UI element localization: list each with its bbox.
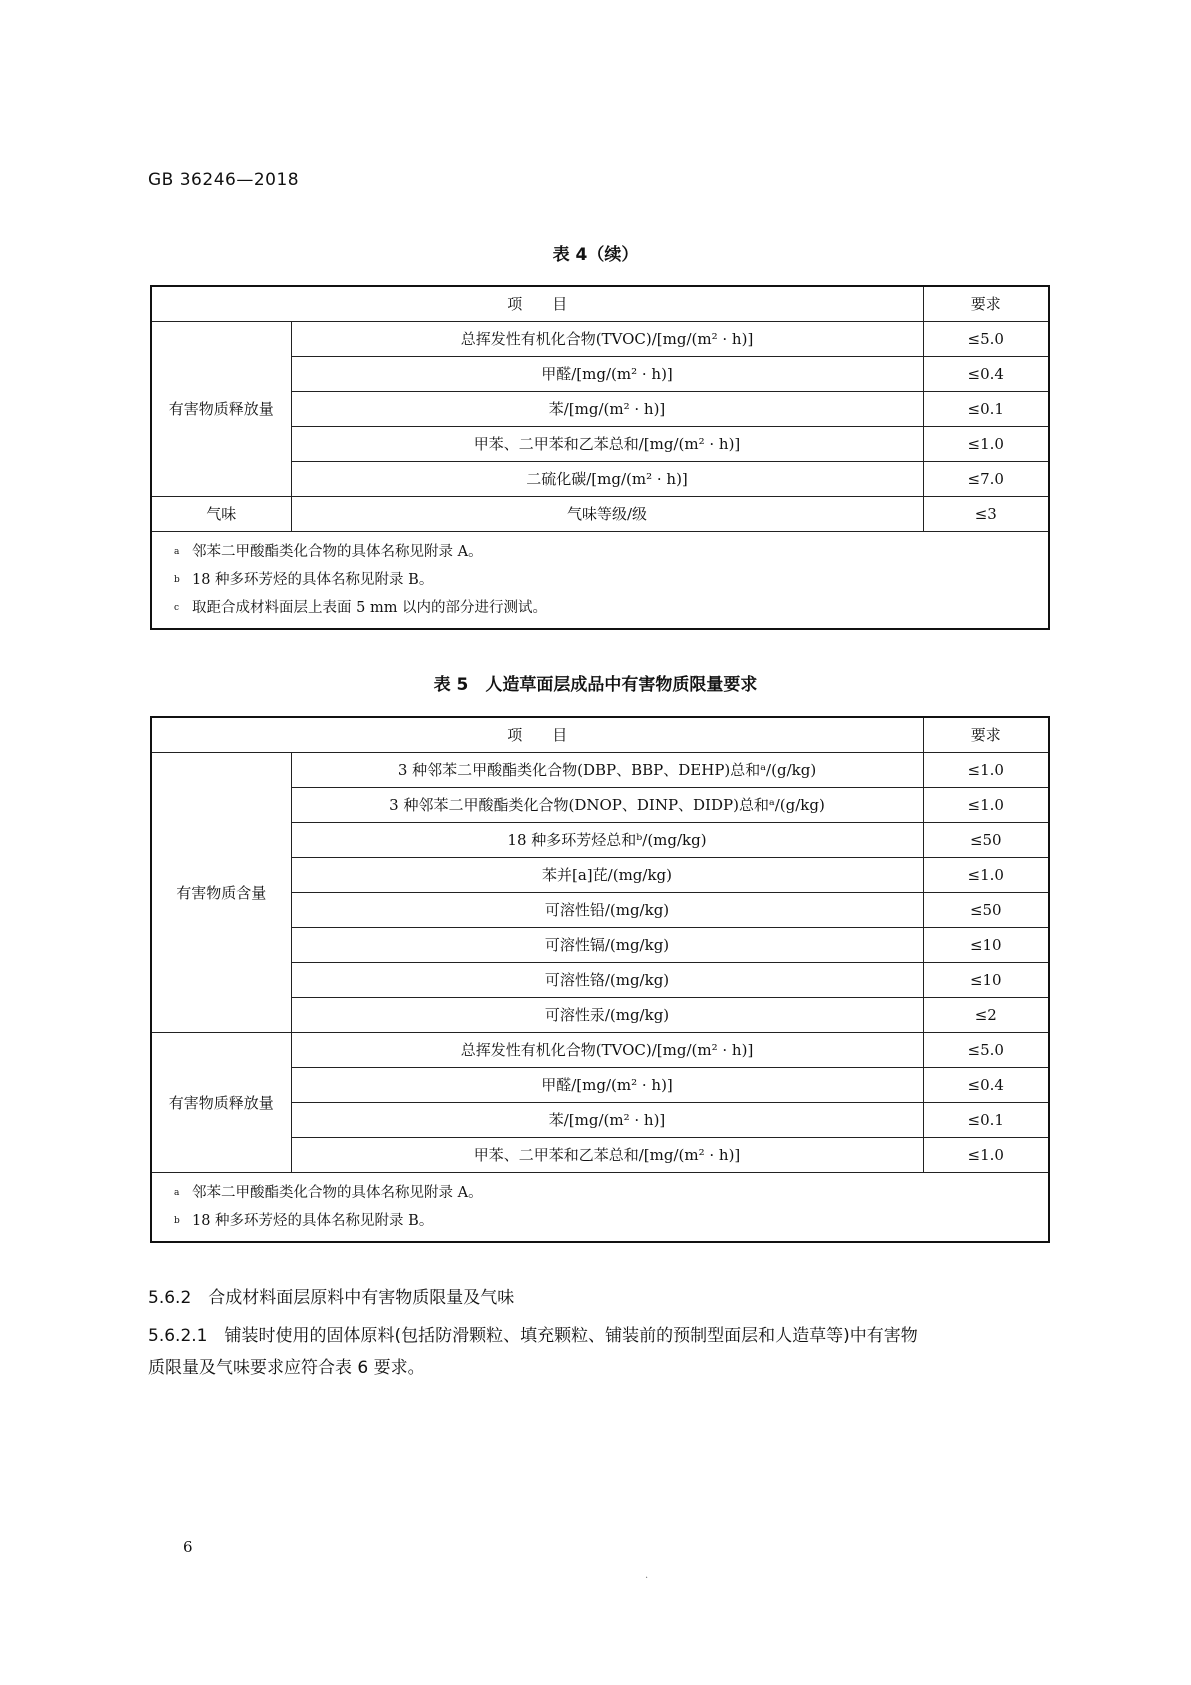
standard-id: GB 36246—2018	[148, 170, 300, 190]
requirement-cell: ≤5.0	[923, 321, 1049, 356]
requirement-cell: ≤10	[923, 927, 1049, 962]
requirement-cell: ≤7.0	[923, 461, 1049, 496]
header-requirement: 要求	[923, 717, 1049, 752]
item-cell: 甲苯、二甲苯和乙苯总和/[mg/(m² · h)]	[291, 426, 923, 461]
requirement-cell: ≤3	[923, 496, 1049, 531]
requirement-cell: ≤1.0	[923, 752, 1049, 787]
item-cell: 甲醛/[mg/(m² · h)]	[291, 1067, 923, 1102]
footnote	[174, 1179, 1048, 1207]
requirement-cell: ≤50	[923, 892, 1049, 927]
group-label: 有害物质含量	[151, 752, 291, 1032]
footnote-text: 邻苯二甲酸酯类化合物的具体名称见附录 A。	[192, 1184, 483, 1201]
requirement-cell: ≤2	[923, 997, 1049, 1032]
table-notes	[151, 531, 1049, 629]
requirement-cell: ≤0.1	[923, 391, 1049, 426]
footnote-mark: c	[174, 602, 180, 613]
requirement-cell: ≤1.0	[923, 857, 1049, 892]
header-item: 项 目	[151, 286, 923, 321]
group-label: 气味	[151, 496, 291, 531]
table-header-row	[151, 717, 1049, 752]
item-cell: 可溶性汞/(mg/kg)	[291, 997, 923, 1032]
footnote-text: 18 种多环芳烃的具体名称见附录 B。	[192, 1212, 434, 1229]
section-heading: 5.6.2 合成材料面层原料中有害物质限量及气味	[148, 1288, 515, 1308]
footer-dot: .	[645, 1570, 649, 1581]
table-row	[151, 752, 1049, 787]
table5-caption: 表 5 人造草面层成品中有害物质限量要求	[433, 675, 758, 695]
footnote	[174, 594, 1048, 622]
table4	[150, 285, 1050, 630]
requirement-cell: ≤0.4	[923, 1067, 1049, 1102]
footnote	[174, 1207, 1048, 1235]
requirement-cell: ≤50	[923, 822, 1049, 857]
item-cell: 3 种邻苯二甲酸酯类化合物(DBP、BBP、DEHP)总和ᵃ/(g/kg)	[291, 752, 923, 787]
item-cell: 3 种邻苯二甲酸酯类化合物(DNOP、DINP、DIDP)总和ᵃ/(g/kg)	[291, 787, 923, 822]
header-requirement: 要求	[923, 286, 1049, 321]
footnote	[174, 538, 1048, 566]
item-cell: 可溶性镉/(mg/kg)	[291, 927, 923, 962]
item-cell: 可溶性铅/(mg/kg)	[291, 892, 923, 927]
header-item: 项 目	[151, 717, 923, 752]
item-cell: 二硫化碳/[mg/(m² · h)]	[291, 461, 923, 496]
item-cell: 总挥发性有机化合物(TVOC)/[mg/(m² · h)]	[291, 1032, 923, 1067]
footnote-text: 18 种多环芳烃的具体名称见附录 B。	[192, 571, 434, 588]
item-cell: 苯并[a]芘/(mg/kg)	[291, 857, 923, 892]
paragraph-line: 质限量及气味要求应符合表 6 要求。	[148, 1358, 425, 1378]
footnote-mark: a	[174, 1187, 180, 1198]
footnote-text: 取距合成材料面层上表面 5 mm 以内的部分进行测试。	[192, 599, 548, 616]
requirement-cell: ≤0.4	[923, 356, 1049, 391]
table-row	[151, 1032, 1049, 1067]
item-cell: 甲苯、二甲苯和乙苯总和/[mg/(m² · h)]	[291, 1137, 923, 1172]
item-cell: 气味等级/级	[291, 496, 923, 531]
footnote-mark: b	[174, 574, 180, 585]
group-label: 有害物质释放量	[151, 321, 291, 496]
item-cell: 18 种多环芳烃总和ᵇ/(mg/kg)	[291, 822, 923, 857]
table-notes	[151, 1172, 1049, 1242]
item-cell: 苯/[mg/(m² · h)]	[291, 391, 923, 426]
group-label: 有害物质释放量	[151, 1032, 291, 1172]
section-paragraph	[148, 1320, 1048, 1384]
paragraph-line: 5.6.2.1 铺装时使用的固体原料(包括防滑颗粒、填充颗粒、铺装前的预制型面层和人造草等)中有害物	[148, 1326, 918, 1346]
item-cell: 总挥发性有机化合物(TVOC)/[mg/(m² · h)]	[291, 321, 923, 356]
item-cell: 甲醛/[mg/(m² · h)]	[291, 356, 923, 391]
footnote-mark: a	[174, 546, 180, 557]
requirement-cell: ≤5.0	[923, 1032, 1049, 1067]
page-number: 6	[183, 1538, 193, 1556]
notes-row	[151, 1172, 1049, 1242]
requirement-cell: ≤1.0	[923, 426, 1049, 461]
requirement-cell: ≤1.0	[923, 1137, 1049, 1172]
table-header-row	[151, 286, 1049, 321]
table4-caption: 表 4（续）	[552, 245, 639, 265]
requirement-cell: ≤0.1	[923, 1102, 1049, 1137]
table5	[150, 716, 1050, 1243]
notes-row	[151, 531, 1049, 629]
table-row	[151, 321, 1049, 356]
footnote-text: 邻苯二甲酸酯类化合物的具体名称见附录 A。	[192, 543, 483, 560]
item-cell: 可溶性铬/(mg/kg)	[291, 962, 923, 997]
requirement-cell: ≤1.0	[923, 787, 1049, 822]
footnote	[174, 566, 1048, 594]
footnote-mark: b	[174, 1215, 180, 1226]
item-cell: 苯/[mg/(m² · h)]	[291, 1102, 923, 1137]
table-row	[151, 496, 1049, 531]
requirement-cell: ≤10	[923, 962, 1049, 997]
